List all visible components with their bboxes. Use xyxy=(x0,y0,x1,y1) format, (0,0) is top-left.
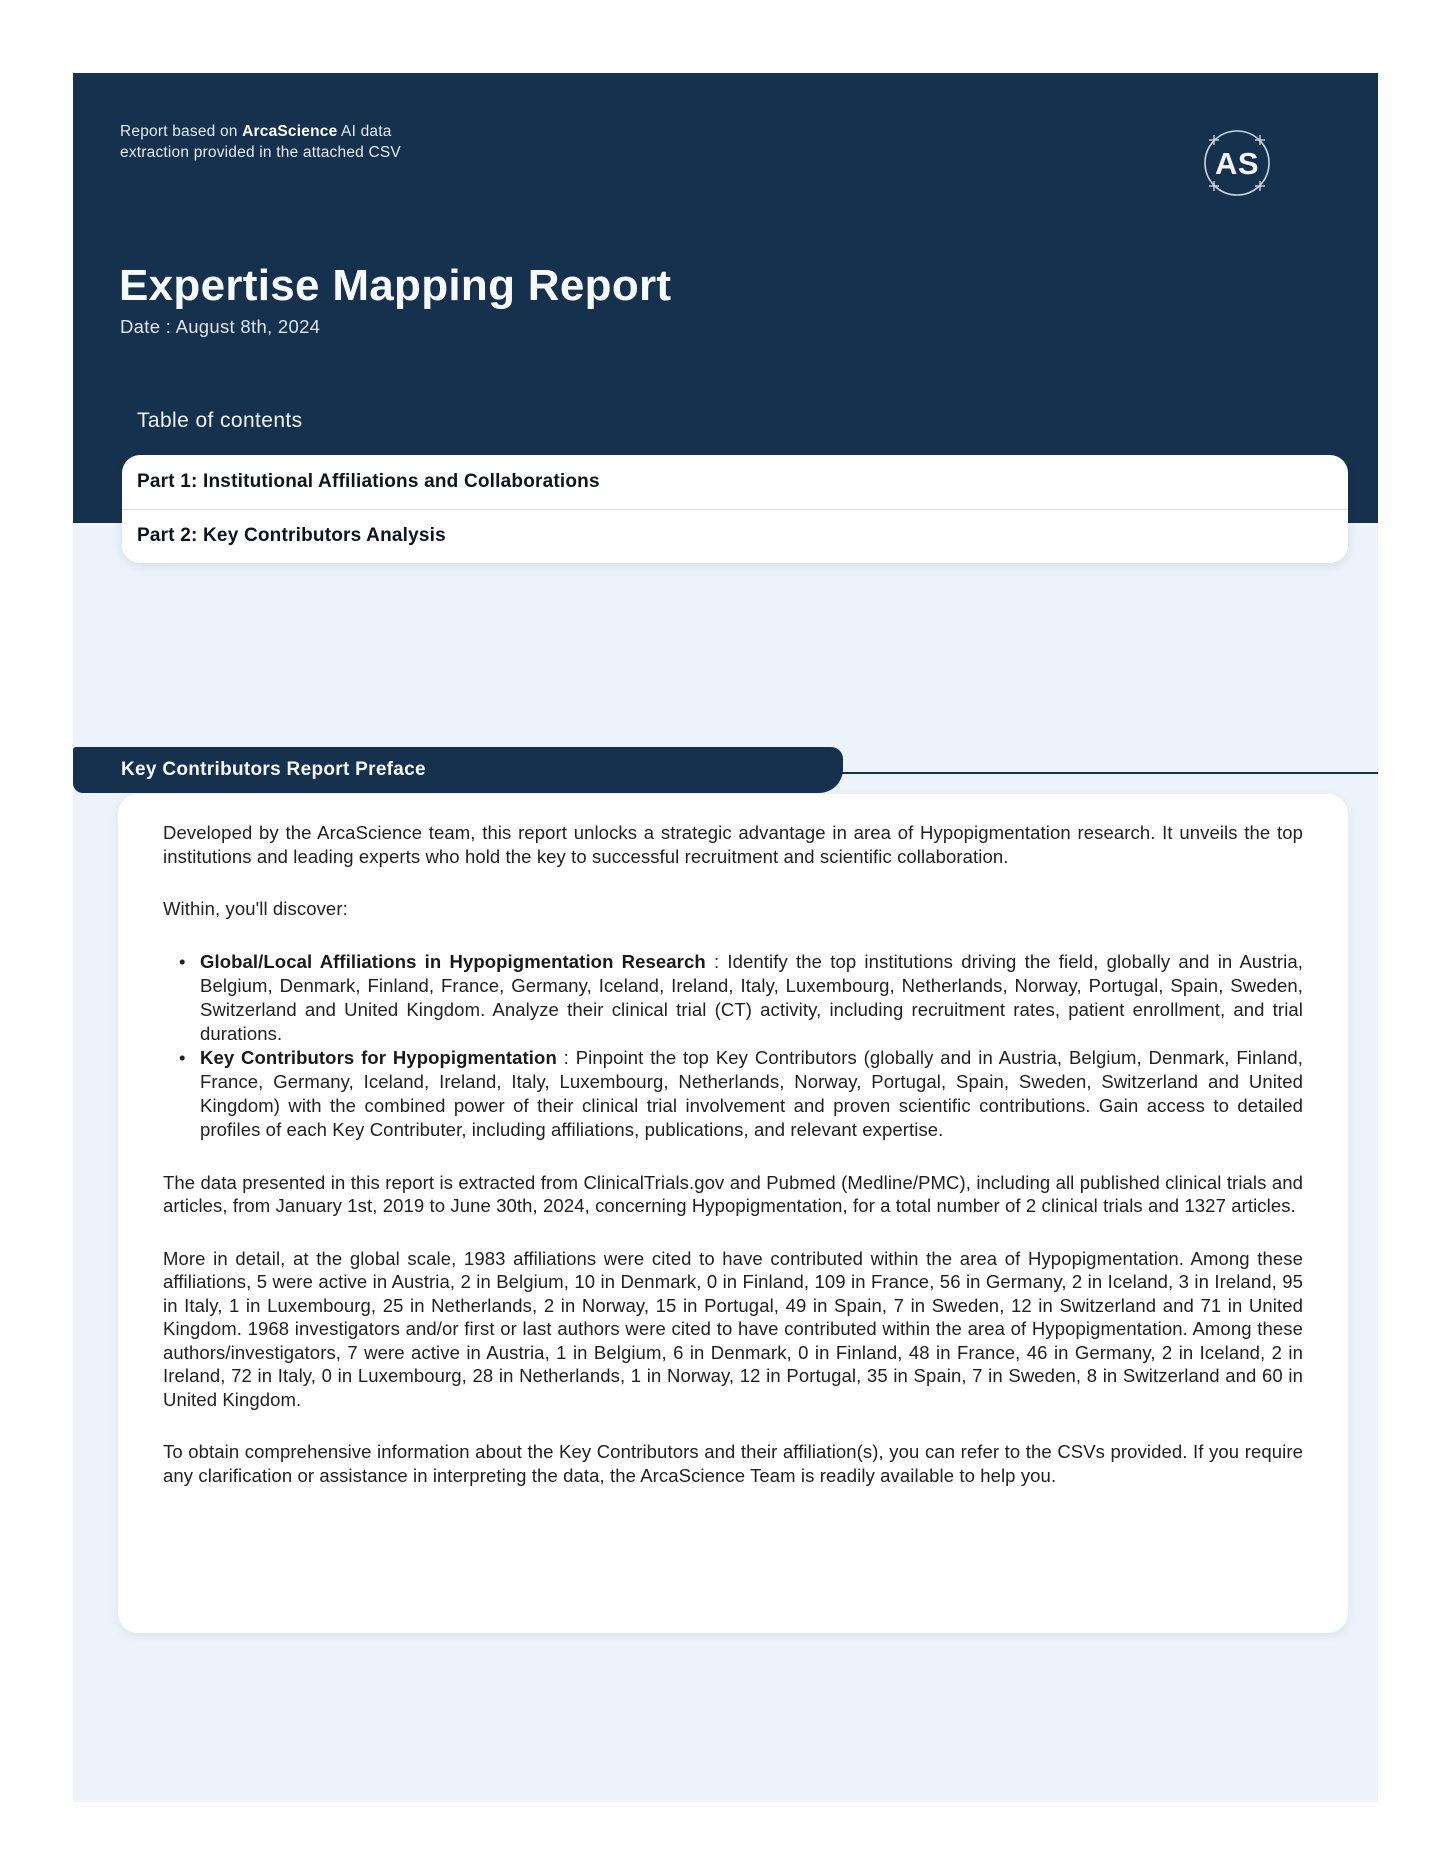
preface-card xyxy=(118,794,1348,1633)
header-note-suffix: AI data extraction provided in the attached CSV xyxy=(120,123,401,161)
preface-banner xyxy=(73,747,843,793)
header-note xyxy=(120,121,410,163)
preface-banner-label: Key Contributors Report Preface xyxy=(121,759,426,780)
toc-item-part1[interactable]: Part 1: Institutional Affiliations and Collaborations xyxy=(137,470,600,492)
bullet-1-title: Global/Local Affiliations in Hypopigmentation Research xyxy=(200,950,706,972)
preface-discover-line: Within, you'll discover: xyxy=(163,898,348,919)
toc-item-part2[interactable]: Part 2: Key Contributors Analysis xyxy=(137,525,446,547)
arcascience-logo-icon xyxy=(1202,128,1272,198)
bullet-1-text: : Identify the top institutions driving the field, globally and in Austria, Belgium, Denmark, Finland, France, Germany, Iceland, Ireland, Italy, Luxembourg, Netherlands, Norway, Portugal, Spain, Sweden, Switzerland and United Kingdom. Analyze their clinical trial (CT) activity, including recruitment rates, patient enrollment, and trial durations. xyxy=(200,950,1303,1044)
brand-name: ArcaScience xyxy=(242,123,338,140)
preface-intro-paragraph: Developed by the ArcaScience team, this report unlocks a strategic advantage in area of Hypopigmentation research. It unveils the top institutions and leading experts who hold the key to successful recruitment and scientific collaboration. xyxy=(163,822,1303,867)
preface-csv-paragraph: To obtain comprehensive information about the Key Contributors and their affiliation(s), you can refer to the CSVs provided. If you require any clarification or assistance in interpreting the data, the ArcaScience Team is readily available to help you. xyxy=(163,1441,1303,1486)
report-date: Date : August 8th, 2024 xyxy=(120,316,321,337)
banner-rule xyxy=(800,772,1378,774)
toc-heading: Table of contents xyxy=(137,409,303,432)
header-note-prefix: Report based on xyxy=(120,123,243,140)
list-item xyxy=(163,950,1303,1046)
list-item xyxy=(163,1046,1303,1142)
bullet-2-text: : Pinpoint the top Key Contributors (globally and in Austria, Belgium, Denmark, Finland, France, Germany, Iceland, Ireland, Italy, Luxembourg, Netherlands, Norway, Portugal, Spain, Sweden, Switzerland and United Kingdom) with the combined power of their clinical trial involvement and proven scientific contributions. Gain access to detailed profiles of each Key Contributer, including affiliations, publications, and relevant expertise. xyxy=(200,1046,1303,1140)
preface-bullet-list xyxy=(163,950,1303,1142)
logo-text: AS xyxy=(1214,146,1260,181)
bullet-2-title: Key Contributors for Hypopigmentation xyxy=(200,1046,557,1068)
page-title: Expertise Mapping Report xyxy=(119,261,672,310)
preface-data-source-paragraph: The data presented in this report is extracted from ClinicalTrials.gov and Pubmed (Medline/PMC), including all published clinical trials and articles, from January 1st, 2019 to June 30th, 2024, concerning Hypopigmentation, for a total number of 2 clinical trials and 1327 articles. xyxy=(163,1171,1303,1216)
toc-box xyxy=(122,455,1348,563)
preface-detail-paragraph: More in detail, at the global scale, 1983 affiliations were cited to have contributed within the area of Hypopigmentation. Among these affiliations, 5 were active in Austria, 2 in Belgium, 10 in Denmark, 0 in Finland, 109 in France, 56 in Germany, 2 in Iceland, 3 in Ireland, 95 in Italy, 1 in Luxembourg, 25 in Netherlands, 2 in Norway, 15 in Portugal, 49 in Spain, 7 in Sweden, 12 in Switzerland and 71 in United Kingdom. 1968 investigators and/or first or last authors were cited to have contributed within the area of Hypopigmentation. Among these authors/investigators, 7 were active in Austria, 1 in Belgium, 6 in Denmark, 0 in Finland, 48 in France, 46 in Germany, 2 in Iceland, 2 in Ireland, 72 in Italy, 0 in Luxembourg, 28 in Netherlands, 1 in Norway, 12 in Portugal, 35 in Spain, 7 in Sweden, 8 in Switzerland and 60 in United Kingdom. xyxy=(163,1247,1303,1410)
